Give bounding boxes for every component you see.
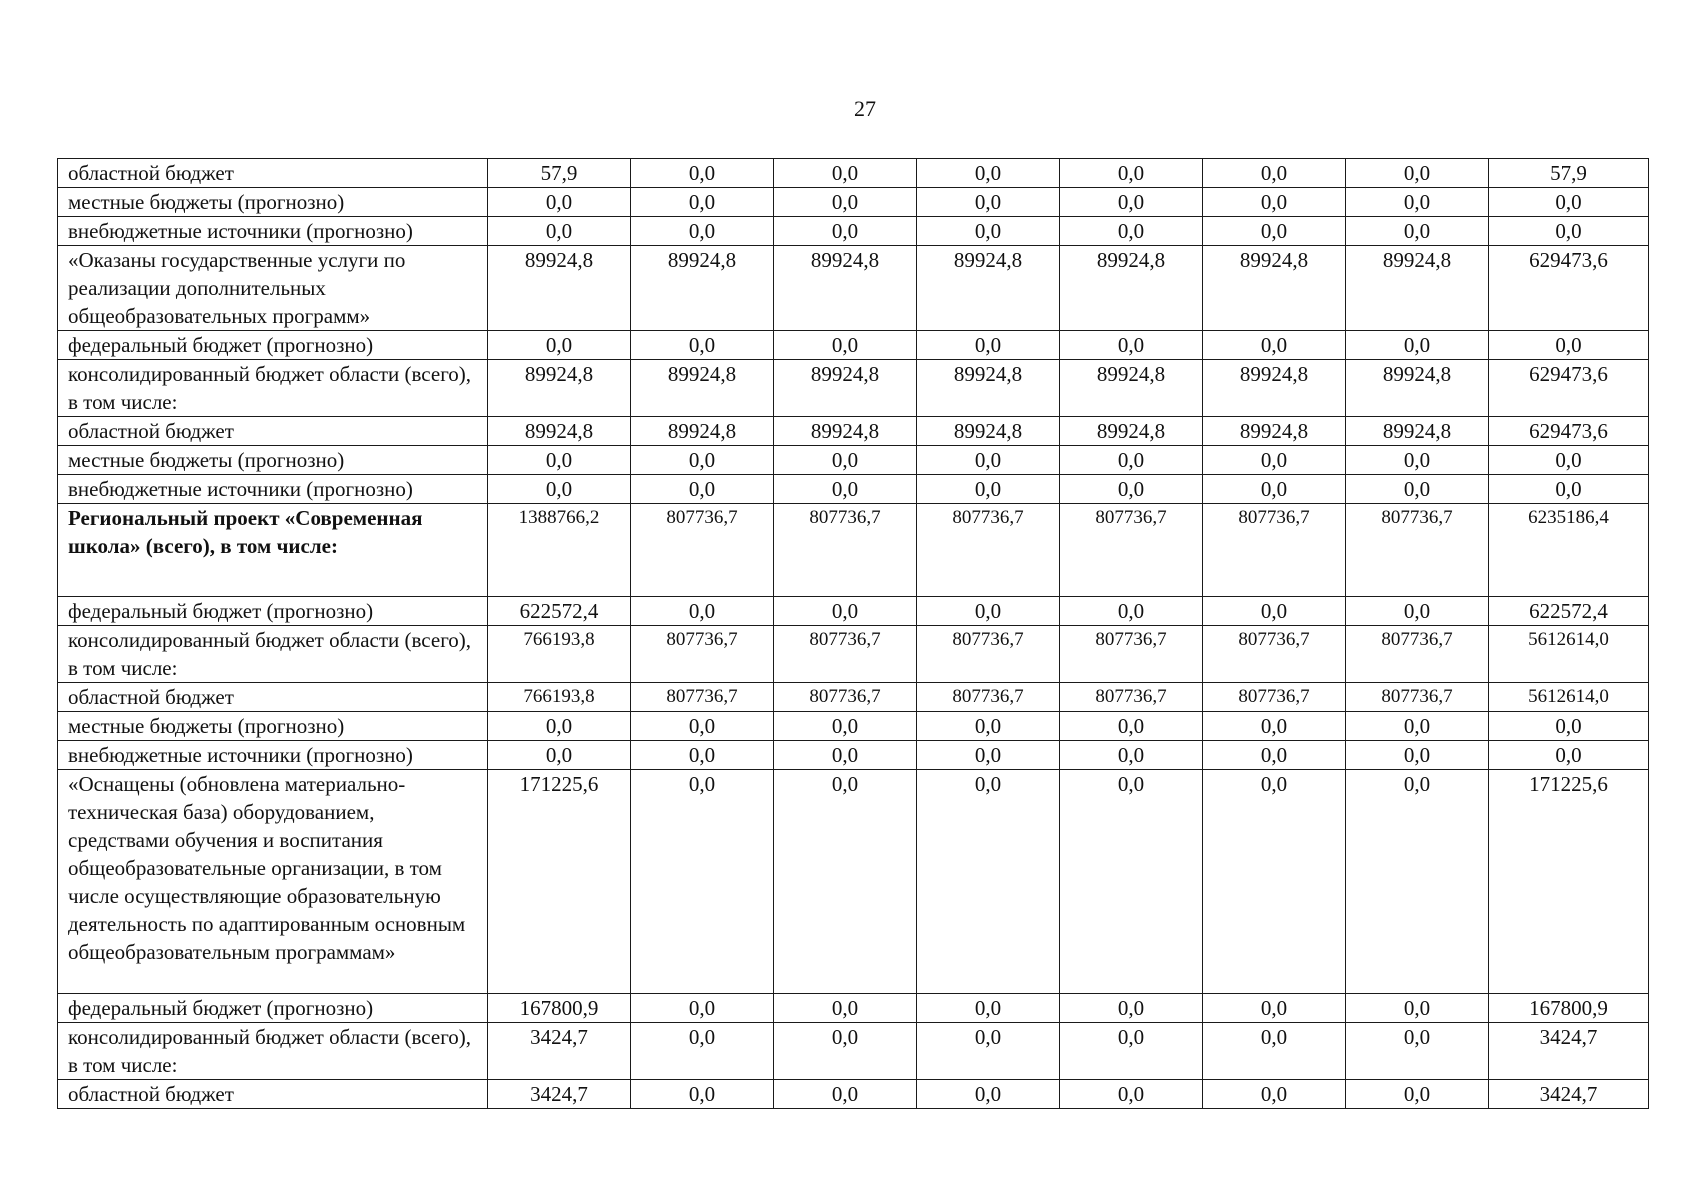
table-row xyxy=(58,770,1649,994)
value-cell: 3424,7 xyxy=(488,1023,631,1080)
value-cell: 0,0 xyxy=(917,1023,1060,1080)
row-label: областной бюджет xyxy=(58,159,488,188)
value-cell: 0,0 xyxy=(488,712,631,741)
value-cell: 0,0 xyxy=(1346,994,1489,1023)
value-cell: 0,0 xyxy=(917,331,1060,360)
value-cell: 807736,7 xyxy=(631,683,774,712)
value-cell: 807736,7 xyxy=(1203,683,1346,712)
value-cell: 0,0 xyxy=(1060,597,1203,626)
value-cell: 0,0 xyxy=(1203,597,1346,626)
row-label: федеральный бюджет (прогнозно) xyxy=(58,597,488,626)
value-cell: 0,0 xyxy=(1060,770,1203,994)
value-cell: 0,0 xyxy=(1489,475,1649,504)
value-cell: 0,0 xyxy=(917,159,1060,188)
table-row xyxy=(58,475,1649,504)
value-cell: 807736,7 xyxy=(631,626,774,683)
value-cell: 807736,7 xyxy=(917,626,1060,683)
row-label: местные бюджеты (прогнозно) xyxy=(58,446,488,475)
value-cell: 807736,7 xyxy=(774,683,917,712)
value-cell: 0,0 xyxy=(1346,770,1489,994)
value-cell: 89924,8 xyxy=(774,360,917,417)
value-cell: 0,0 xyxy=(631,1080,774,1109)
value-cell: 622572,4 xyxy=(1489,597,1649,626)
value-cell: 0,0 xyxy=(774,994,917,1023)
table-row xyxy=(58,188,1649,217)
value-cell: 807736,7 xyxy=(917,504,1060,597)
value-cell: 0,0 xyxy=(774,475,917,504)
table-row xyxy=(58,597,1649,626)
value-cell: 89924,8 xyxy=(1060,360,1203,417)
row-label: внебюджетные источники (прогнозно) xyxy=(58,741,488,770)
value-cell: 0,0 xyxy=(1203,712,1346,741)
value-cell: 0,0 xyxy=(1346,1023,1489,1080)
value-cell: 57,9 xyxy=(1489,159,1649,188)
value-cell: 0,0 xyxy=(1203,994,1346,1023)
value-cell: 0,0 xyxy=(1060,994,1203,1023)
value-cell: 57,9 xyxy=(488,159,631,188)
value-cell: 0,0 xyxy=(774,159,917,188)
value-cell: 0,0 xyxy=(774,446,917,475)
value-cell: 1388766,2 xyxy=(488,504,631,597)
value-cell: 0,0 xyxy=(917,741,1060,770)
value-cell: 0,0 xyxy=(774,217,917,246)
table-row xyxy=(58,417,1649,446)
value-cell: 89924,8 xyxy=(1203,360,1346,417)
row-label: Региональный проект «Современная школа» (всего), в том числе: xyxy=(58,504,488,597)
value-cell: 0,0 xyxy=(917,446,1060,475)
row-label: консолидированный бюджет области (всего), в том числе: xyxy=(58,360,488,417)
value-cell: 89924,8 xyxy=(631,246,774,331)
value-cell: 0,0 xyxy=(917,994,1060,1023)
value-cell: 0,0 xyxy=(631,446,774,475)
table-row xyxy=(58,446,1649,475)
value-cell: 0,0 xyxy=(917,712,1060,741)
value-cell: 0,0 xyxy=(1489,188,1649,217)
value-cell: 0,0 xyxy=(774,1080,917,1109)
row-label: внебюджетные источники (прогнозно) xyxy=(58,475,488,504)
value-cell: 171225,6 xyxy=(1489,770,1649,994)
value-cell: 0,0 xyxy=(1203,475,1346,504)
value-cell: 89924,8 xyxy=(774,246,917,331)
value-cell: 0,0 xyxy=(774,741,917,770)
value-cell: 5612614,0 xyxy=(1489,683,1649,712)
value-cell: 0,0 xyxy=(488,188,631,217)
value-cell: 0,0 xyxy=(1203,446,1346,475)
row-label: внебюджетные источники (прогнозно) xyxy=(58,217,488,246)
value-cell: 0,0 xyxy=(1060,331,1203,360)
table-row xyxy=(58,741,1649,770)
value-cell: 0,0 xyxy=(774,1023,917,1080)
value-cell: 0,0 xyxy=(1346,597,1489,626)
value-cell: 807736,7 xyxy=(1060,626,1203,683)
value-cell: 0,0 xyxy=(1346,331,1489,360)
table-row xyxy=(58,504,1649,597)
value-cell: 0,0 xyxy=(1203,331,1346,360)
value-cell: 89924,8 xyxy=(1203,417,1346,446)
value-cell: 0,0 xyxy=(631,159,774,188)
value-cell: 807736,7 xyxy=(774,504,917,597)
value-cell: 0,0 xyxy=(1060,1023,1203,1080)
value-cell: 0,0 xyxy=(1203,217,1346,246)
value-cell: 0,0 xyxy=(917,217,1060,246)
value-cell: 0,0 xyxy=(1346,475,1489,504)
value-cell: 807736,7 xyxy=(774,626,917,683)
value-cell: 0,0 xyxy=(1346,446,1489,475)
row-label: областной бюджет xyxy=(58,683,488,712)
value-cell: 6235186,4 xyxy=(1489,504,1649,597)
value-cell: 0,0 xyxy=(488,741,631,770)
value-cell: 807736,7 xyxy=(1060,683,1203,712)
value-cell: 807736,7 xyxy=(1060,504,1203,597)
value-cell: 0,0 xyxy=(631,188,774,217)
page-number: 27 xyxy=(854,96,876,121)
value-cell: 0,0 xyxy=(1489,712,1649,741)
value-cell: 629473,6 xyxy=(1489,360,1649,417)
value-cell: 167800,9 xyxy=(1489,994,1649,1023)
row-label: областной бюджет xyxy=(58,1080,488,1109)
value-cell: 807736,7 xyxy=(1203,626,1346,683)
value-cell: 89924,8 xyxy=(917,360,1060,417)
value-cell: 5612614,0 xyxy=(1489,626,1649,683)
value-cell: 0,0 xyxy=(1203,741,1346,770)
value-cell: 0,0 xyxy=(1489,741,1649,770)
row-label: местные бюджеты (прогнозно) xyxy=(58,712,488,741)
value-cell: 0,0 xyxy=(1060,712,1203,741)
value-cell: 0,0 xyxy=(1203,770,1346,994)
value-cell: 0,0 xyxy=(631,1023,774,1080)
value-cell: 89924,8 xyxy=(1060,246,1203,331)
value-cell: 0,0 xyxy=(1346,712,1489,741)
value-cell: 89924,8 xyxy=(631,360,774,417)
row-label: местные бюджеты (прогнозно) xyxy=(58,188,488,217)
value-cell: 89924,8 xyxy=(774,417,917,446)
value-cell: 0,0 xyxy=(631,994,774,1023)
table-row xyxy=(58,246,1649,331)
value-cell: 0,0 xyxy=(1203,188,1346,217)
value-cell: 0,0 xyxy=(631,712,774,741)
budget-table xyxy=(57,158,1649,1109)
table-row xyxy=(58,1080,1649,1109)
value-cell: 89924,8 xyxy=(488,246,631,331)
value-cell: 807736,7 xyxy=(631,504,774,597)
value-cell: 0,0 xyxy=(917,1080,1060,1109)
value-cell: 89924,8 xyxy=(917,417,1060,446)
value-cell: 89924,8 xyxy=(917,246,1060,331)
value-cell: 0,0 xyxy=(1346,188,1489,217)
value-cell: 0,0 xyxy=(1489,217,1649,246)
value-cell: 0,0 xyxy=(917,770,1060,994)
table-row xyxy=(58,217,1649,246)
row-label: федеральный бюджет (прогнозно) xyxy=(58,994,488,1023)
row-label: «Оснащены (обновлена материально-техническая база) оборудованием, средствами обучения и воспитания общеобразовательные организации, в том числе осуществляющие образовательную деятельность по адаптированным основным общеобразовательным программам» xyxy=(58,770,488,994)
value-cell: 89924,8 xyxy=(1346,417,1489,446)
value-cell: 0,0 xyxy=(917,475,1060,504)
value-cell: 629473,6 xyxy=(1489,246,1649,331)
table-row xyxy=(58,994,1649,1023)
value-cell: 0,0 xyxy=(1489,446,1649,475)
table-row xyxy=(58,626,1649,683)
row-label: консолидированный бюджет области (всего), в том числе: xyxy=(58,1023,488,1080)
value-cell: 0,0 xyxy=(1060,1080,1203,1109)
value-cell: 807736,7 xyxy=(917,683,1060,712)
value-cell: 0,0 xyxy=(1489,331,1649,360)
value-cell: 0,0 xyxy=(1346,1080,1489,1109)
value-cell: 3424,7 xyxy=(488,1080,631,1109)
value-cell: 0,0 xyxy=(1060,741,1203,770)
value-cell: 0,0 xyxy=(917,597,1060,626)
value-cell: 0,0 xyxy=(631,331,774,360)
value-cell: 0,0 xyxy=(631,770,774,994)
value-cell: 807736,7 xyxy=(1346,683,1489,712)
row-label: «Оказаны государственные услуги по реализации дополнительных общеобразовательных программ» xyxy=(58,246,488,331)
value-cell: 0,0 xyxy=(488,446,631,475)
value-cell: 766193,8 xyxy=(488,683,631,712)
value-cell: 89924,8 xyxy=(1346,246,1489,331)
value-cell: 0,0 xyxy=(1060,446,1203,475)
value-cell: 0,0 xyxy=(631,475,774,504)
value-cell: 0,0 xyxy=(917,188,1060,217)
value-cell: 0,0 xyxy=(631,597,774,626)
value-cell: 0,0 xyxy=(1346,741,1489,770)
value-cell: 89924,8 xyxy=(1346,360,1489,417)
value-cell: 0,0 xyxy=(631,217,774,246)
value-cell: 171225,6 xyxy=(488,770,631,994)
value-cell: 0,0 xyxy=(1060,475,1203,504)
value-cell: 0,0 xyxy=(1060,217,1203,246)
value-cell: 0,0 xyxy=(774,188,917,217)
row-label: областной бюджет xyxy=(58,417,488,446)
value-cell: 0,0 xyxy=(488,475,631,504)
value-cell: 766193,8 xyxy=(488,626,631,683)
table-row xyxy=(58,712,1649,741)
value-cell: 0,0 xyxy=(488,331,631,360)
table-row xyxy=(58,683,1649,712)
row-label: федеральный бюджет (прогнозно) xyxy=(58,331,488,360)
value-cell: 0,0 xyxy=(774,770,917,994)
value-cell: 0,0 xyxy=(1203,159,1346,188)
budget-table-body xyxy=(58,159,1649,1109)
table-row xyxy=(58,159,1649,188)
value-cell: 0,0 xyxy=(1203,1080,1346,1109)
value-cell: 0,0 xyxy=(774,712,917,741)
value-cell: 3424,7 xyxy=(1489,1023,1649,1080)
value-cell: 807736,7 xyxy=(1346,504,1489,597)
value-cell: 0,0 xyxy=(1346,217,1489,246)
value-cell: 0,0 xyxy=(631,741,774,770)
value-cell: 0,0 xyxy=(774,597,917,626)
value-cell: 89924,8 xyxy=(631,417,774,446)
value-cell: 807736,7 xyxy=(1346,626,1489,683)
value-cell: 89924,8 xyxy=(488,417,631,446)
value-cell: 807736,7 xyxy=(1203,504,1346,597)
value-cell: 167800,9 xyxy=(488,994,631,1023)
value-cell: 3424,7 xyxy=(1489,1080,1649,1109)
value-cell: 622572,4 xyxy=(488,597,631,626)
value-cell: 0,0 xyxy=(1203,1023,1346,1080)
table-row xyxy=(58,1023,1649,1080)
value-cell: 0,0 xyxy=(488,217,631,246)
value-cell: 0,0 xyxy=(774,331,917,360)
value-cell: 0,0 xyxy=(1060,159,1203,188)
table-row xyxy=(58,360,1649,417)
value-cell: 629473,6 xyxy=(1489,417,1649,446)
table-row xyxy=(58,331,1649,360)
value-cell: 0,0 xyxy=(1346,159,1489,188)
row-label: консолидированный бюджет области (всего), в том числе: xyxy=(58,626,488,683)
value-cell: 89924,8 xyxy=(1060,417,1203,446)
value-cell: 89924,8 xyxy=(1203,246,1346,331)
value-cell: 89924,8 xyxy=(488,360,631,417)
value-cell: 0,0 xyxy=(1060,188,1203,217)
